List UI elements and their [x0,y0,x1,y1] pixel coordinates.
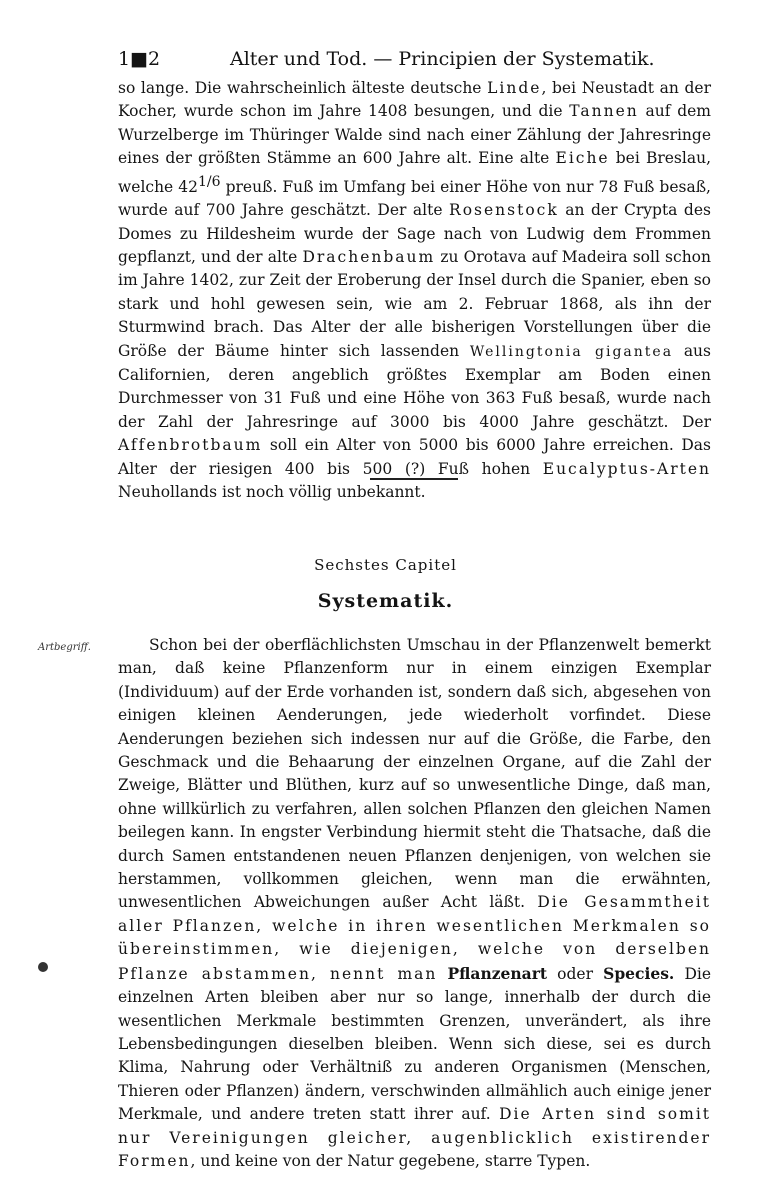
text-segment: Schon bei der oberflächlichsten Umschau in der Pflanzenwelt bemerkt man, daß keine Pflanzenform nur in einem einzigen Exemplar (Individuum) auf der Erde vorhanden ist, sondern daß sich, abgesehen von einigen kleinen Aenderungen, jede wiederholt vorfindet. Diese Aenderungen beziehen sich indessen nur auf die Größe, die Farbe, den Geschmack und die Behaarung der einzelnen Organe, auf die Zahl der Zweige, Blätter und Blüthen, kurz auf so unwesentliche Dinge, daß man, ohne willkürlich zu verfahren, allen solchen Pflanzen den gleichen Namen beilegen kann. In engster Verbindung hiermit steht die Thatsache, daß die durch Samen entstandenen neuen Pflanzen denjenigen, von welchen sie herstammen, vollkommen gleichen, wenn man die erwähnten, unwesentlichen Abweichungen außer Acht läßt. [118,636,711,912]
text-segment: preuß. Fuß im Umfang bei einer Höhe von nur 78 Fuß besaß, wurde auf 700 Jahre geschätzt. Der alte [118,177,711,220]
emphasis-eucalyptus: Eucalyptus-Arten [542,459,711,478]
emphasis-definition: Die Gesammtheit aller Pflanzen, welche in ihren wesentlichen Merkmalen so übereinstimmen, wie diejenigen, welche von derselben Pflanze abstammen, nennt man [118,893,711,983]
emphasis-linde: Linde [487,79,542,97]
term-species: Species. [603,963,675,983]
text-segment: an der Crypta des Domes zu Hildesheim wurde der Sage nach von Ludwig dem Frommen gepflanzt, und der alte [118,201,711,266]
term-pflanzenart: Pflanzenart [447,963,548,983]
paragraph-species [118,634,711,1173]
fraction: 1/6 [198,173,221,190]
text-segment: auf dem Wurzelberge im Thüringer Walde sind nach einer Zählung der Jahresringe eines der größten Stämme an 600 Jahre alt. Eine alte [118,102,712,168]
text-segment: aus Californien, deren angeblich größtes Exemplar am Boden einen Durchmesser von 31 Fuß und eine Höhe von 363 Fuß besaß, wurde nach der Zahl der Jahresringe auf 3000 bis 4000 Jahre geschätzt. Der [118,341,711,431]
text-segment: oder [547,964,604,983]
page-number: 1■2 [118,48,161,70]
emphasis-tannen: Tannen [569,102,639,121]
running-head: Alter und Tod. — Principien der Systematik. [230,48,655,70]
text-segment [437,965,447,983]
chapter-label: Sechstes Capitel [314,556,457,574]
text-segment: , bei Neustadt an der Kocher, wurde schon im Jahre 1408 besungen, und die [118,79,711,121]
section-divider [370,478,458,480]
emphasis-affenbrotbaum: Affenbrotbaum [118,436,263,455]
text-segment: , und keine von der Natur gegebene, starre Typen. [190,1151,591,1170]
emphasis-drachenbaum: Drachenbaum [302,248,436,266]
ink-blot [38,962,48,972]
page-header [118,48,710,78]
text-segment: bei Breslau, welche 42 [118,149,711,196]
text-segment: soll ein Alter von 5000 bis 6000 Jahre erreichen. Das Alter der riesigen 400 bis 500 (?) Fuß hohen [118,436,711,478]
chapter-title: Systematik. [317,590,454,612]
emphasis-eiche: Eiche [555,149,610,168]
text-segment: zu Orotava auf Madeira soll schon im Jahre 1402, zur Zeit der Eroberung der Insel durch die Spanier, eben so stark und hohl gewesen sein, wie am 2. Februar 1868, als ihn der Sturmwind brach. Das Alter der alle bisherigen Vorstellungen über die Größe der Bäume hinter sich lassenden [118,248,711,360]
text-segment: Die einzelnen Arten bleiben aber nur so lange, innerhalb der durch die wesentlichen Merkmale bestimmten Grenzen, unverändert, als ihre Lebensbedingungen dieselben bleiben. Wenn sich diese, sei es durch Klima, Nahrung oder Verhältniß zu anderen Organismen (Menschen, Thieren oder Pflanzen) ändern, verschwinden allmählich auch einige jener Merkmale, und andere treten statt ihrer auf. [118,964,711,1124]
margin-note: Artbegriff. [38,642,91,653]
emphasis-rosenstock: Rosenstock [449,201,559,220]
emphasis-wellingtonia: Wellingtonia gigantea [469,343,674,360]
text-segment: so lange. Die wahrscheinlich älteste deutsche [118,79,488,97]
emphasis-conclusion: Die Arten sind somit nur Vereinigungen gleicher, augenblicklich existirender Formen [118,1105,712,1170]
paragraph-trees-age [118,77,711,504]
text-segment: Neuhollands ist noch völlig unbekannt. [118,483,426,502]
